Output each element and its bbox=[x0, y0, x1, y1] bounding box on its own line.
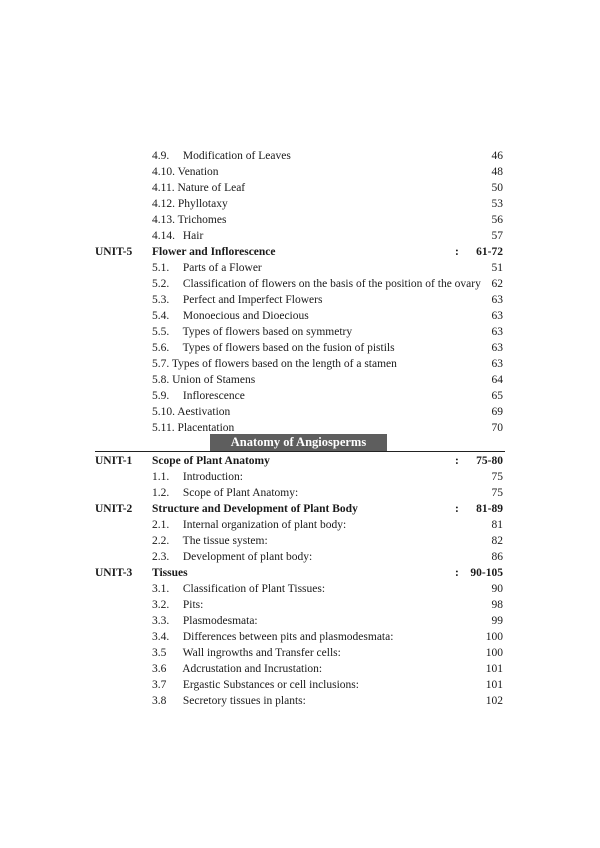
unit-page-range: 61-72 bbox=[476, 246, 503, 258]
toc-entry bbox=[0, 677, 600, 693]
toc-entry bbox=[0, 340, 600, 356]
toc-entry bbox=[0, 196, 600, 212]
unit-colon: : bbox=[455, 567, 459, 579]
entry-title: Types of flowers based on the fusion of pistils bbox=[182, 342, 395, 354]
entry-number: 1.1. bbox=[152, 471, 170, 483]
entry-title: Trichomes bbox=[177, 214, 227, 226]
unit-heading bbox=[0, 453, 600, 469]
toc-entry bbox=[0, 597, 600, 613]
entry-title: Inflorescence bbox=[182, 390, 245, 402]
entry-title: Secretory tissues in plants: bbox=[182, 695, 306, 707]
entry-page: 48 bbox=[491, 166, 503, 178]
section-banner: Anatomy of Angiosperms bbox=[210, 434, 387, 451]
unit-label: UNIT-3 bbox=[95, 567, 133, 579]
entry-title: Differences between pits and plasmodesmata: bbox=[182, 631, 394, 643]
entry-title: Ergastic Substances or cell inclusions: bbox=[182, 679, 359, 691]
entry-title: Pits: bbox=[182, 599, 204, 611]
entry-title: Perfect and Imperfect Flowers bbox=[182, 294, 323, 306]
entry-number: 3.3. bbox=[152, 615, 170, 627]
entry-title: Classification of flowers on the basis of the position of the ovary bbox=[182, 278, 481, 290]
toc-entry bbox=[0, 485, 600, 501]
toc-entry bbox=[0, 260, 600, 276]
entry-number: 2.2. bbox=[152, 535, 170, 547]
unit-title: Flower and Inflorescence bbox=[152, 246, 276, 258]
entry-number: 3.2. bbox=[152, 599, 170, 611]
entry-title: Nature of Leaf bbox=[177, 182, 246, 194]
unit-heading bbox=[0, 565, 600, 581]
entry-page: 64 bbox=[491, 374, 503, 386]
entry-page: 63 bbox=[491, 326, 503, 338]
entry-page: 63 bbox=[491, 310, 503, 322]
entry-title: Internal organization of plant body: bbox=[182, 519, 347, 531]
toc-entry bbox=[0, 164, 600, 180]
entry-number: 3.6 bbox=[152, 663, 167, 675]
entry-number: 5.5. bbox=[152, 326, 170, 338]
entry-page: 56 bbox=[491, 214, 503, 226]
entry-number: 2.1. bbox=[152, 519, 170, 531]
toc-entry bbox=[0, 388, 600, 404]
toc-entry bbox=[0, 404, 600, 420]
entry-title: Wall ingrowths and Transfer cells: bbox=[182, 647, 341, 659]
entry-title: Types of flowers based on the length of a stamen bbox=[171, 358, 397, 370]
entry-title: The tissue system: bbox=[182, 535, 268, 547]
entry-page: 63 bbox=[491, 294, 503, 306]
entry-number: 4.12. bbox=[152, 198, 175, 210]
entry-page: 63 bbox=[491, 342, 503, 354]
entry-page: 81 bbox=[491, 519, 503, 531]
unit-colon: : bbox=[455, 246, 459, 258]
unit-page-range: 75-80 bbox=[476, 455, 503, 467]
entry-title: Scope of Plant Anatomy: bbox=[182, 487, 299, 499]
unit-label: UNIT-5 bbox=[95, 246, 133, 258]
entry-number: 3.4. bbox=[152, 631, 170, 643]
entry-page: 86 bbox=[491, 551, 503, 563]
toc-entry bbox=[0, 148, 600, 164]
toc-entry bbox=[0, 581, 600, 597]
toc-entry bbox=[0, 693, 600, 709]
entry-page: 75 bbox=[491, 471, 503, 483]
entry-number: 4.11. bbox=[152, 182, 175, 194]
entry-number: 2.3. bbox=[152, 551, 170, 563]
entry-page: 98 bbox=[491, 599, 503, 611]
toc-entry bbox=[0, 212, 600, 228]
entry-number: 5.8. bbox=[152, 374, 170, 386]
entry-number: 4.14. bbox=[152, 230, 175, 242]
entry-page: 100 bbox=[485, 631, 503, 643]
unit-heading bbox=[0, 501, 600, 517]
entry-title: Aestivation bbox=[177, 406, 231, 418]
toc-entry bbox=[0, 308, 600, 324]
entry-number: 3.1. bbox=[152, 583, 170, 595]
entry-page: 51 bbox=[491, 262, 503, 274]
entry-page: 100 bbox=[485, 647, 503, 659]
entry-page: 50 bbox=[491, 182, 503, 194]
toc-entry bbox=[0, 469, 600, 485]
unit-colon: : bbox=[455, 455, 459, 467]
entry-title: Introduction: bbox=[182, 471, 243, 483]
toc-entry bbox=[0, 180, 600, 196]
entry-title: Parts of a Flower bbox=[182, 262, 262, 274]
entry-number: 5.4. bbox=[152, 310, 170, 322]
entry-page: 46 bbox=[491, 150, 503, 162]
toc-entry bbox=[0, 372, 600, 388]
entry-page: 53 bbox=[491, 198, 503, 210]
entry-title: Plasmodesmata: bbox=[182, 615, 258, 627]
entry-title: Hair bbox=[182, 230, 204, 242]
entry-page: 57 bbox=[491, 230, 503, 242]
entry-number: 3.7 bbox=[152, 679, 167, 691]
entry-title: Placentation bbox=[177, 422, 235, 434]
unit-title: Tissues bbox=[152, 567, 188, 579]
toc-entry bbox=[0, 613, 600, 629]
entry-number: 1.2. bbox=[152, 487, 170, 499]
entry-page: 75 bbox=[491, 487, 503, 499]
entry-title: Development of plant body: bbox=[182, 551, 313, 563]
toc-entry bbox=[0, 533, 600, 549]
unit-title: Scope of Plant Anatomy bbox=[152, 455, 270, 467]
entry-title: Venation bbox=[177, 166, 219, 178]
entry-number: 5.9. bbox=[152, 390, 170, 402]
toc-entry bbox=[0, 661, 600, 677]
entry-number: 5.3. bbox=[152, 294, 170, 306]
entry-page: 62 bbox=[491, 278, 503, 290]
entry-number: 4.10. bbox=[152, 166, 175, 178]
entry-page: 82 bbox=[491, 535, 503, 547]
unit-page-range: 90-105 bbox=[470, 567, 503, 579]
entry-page: 102 bbox=[485, 695, 503, 707]
entry-page: 63 bbox=[491, 358, 503, 370]
toc-entry bbox=[0, 324, 600, 340]
section-divider bbox=[95, 451, 505, 452]
toc-entry bbox=[0, 356, 600, 372]
entry-number: 3.8 bbox=[152, 695, 167, 707]
entry-page: 90 bbox=[491, 583, 503, 595]
toc-entry bbox=[0, 645, 600, 661]
entry-number: 5.7. bbox=[152, 358, 170, 370]
toc-entry bbox=[0, 276, 600, 292]
entry-number: 4.9. bbox=[152, 150, 170, 162]
entry-page: 69 bbox=[491, 406, 503, 418]
toc-entry bbox=[0, 228, 600, 244]
toc-entry bbox=[0, 517, 600, 533]
entry-title: Adcrustation and Incrustation: bbox=[182, 663, 323, 675]
unit-label: UNIT-1 bbox=[95, 455, 133, 467]
unit-heading bbox=[0, 244, 600, 260]
entry-number: 5.11. bbox=[152, 422, 175, 434]
entry-title: Monoecious and Dioecious bbox=[182, 310, 309, 322]
unit-page-range: 81-89 bbox=[476, 503, 503, 515]
unit-colon: : bbox=[455, 503, 459, 515]
entry-title: Modification of Leaves bbox=[182, 150, 291, 162]
entry-number: 5.1. bbox=[152, 262, 170, 274]
entry-number: 5.6. bbox=[152, 342, 170, 354]
entry-number: 3.5 bbox=[152, 647, 167, 659]
toc-entry bbox=[0, 292, 600, 308]
entry-page: 101 bbox=[485, 663, 503, 675]
entry-number: 5.2. bbox=[152, 278, 170, 290]
entry-page: 101 bbox=[485, 679, 503, 691]
entry-title: Classification of Plant Tissues: bbox=[182, 583, 326, 595]
entry-title: Union of Stamens bbox=[172, 374, 256, 386]
entry-title: Types of flowers based on symmetry bbox=[182, 326, 353, 338]
entry-number: 5.10. bbox=[152, 406, 175, 418]
unit-label: UNIT-2 bbox=[95, 503, 133, 515]
toc-entry bbox=[0, 549, 600, 565]
entry-title: Phyllotaxy bbox=[177, 198, 228, 210]
entry-page: 65 bbox=[491, 390, 503, 402]
entry-page: 70 bbox=[491, 422, 503, 434]
entry-page: 99 bbox=[491, 615, 503, 627]
unit-title: Structure and Development of Plant Body bbox=[152, 503, 358, 515]
entry-number: 4.13. bbox=[152, 214, 175, 226]
toc-entry bbox=[0, 629, 600, 645]
